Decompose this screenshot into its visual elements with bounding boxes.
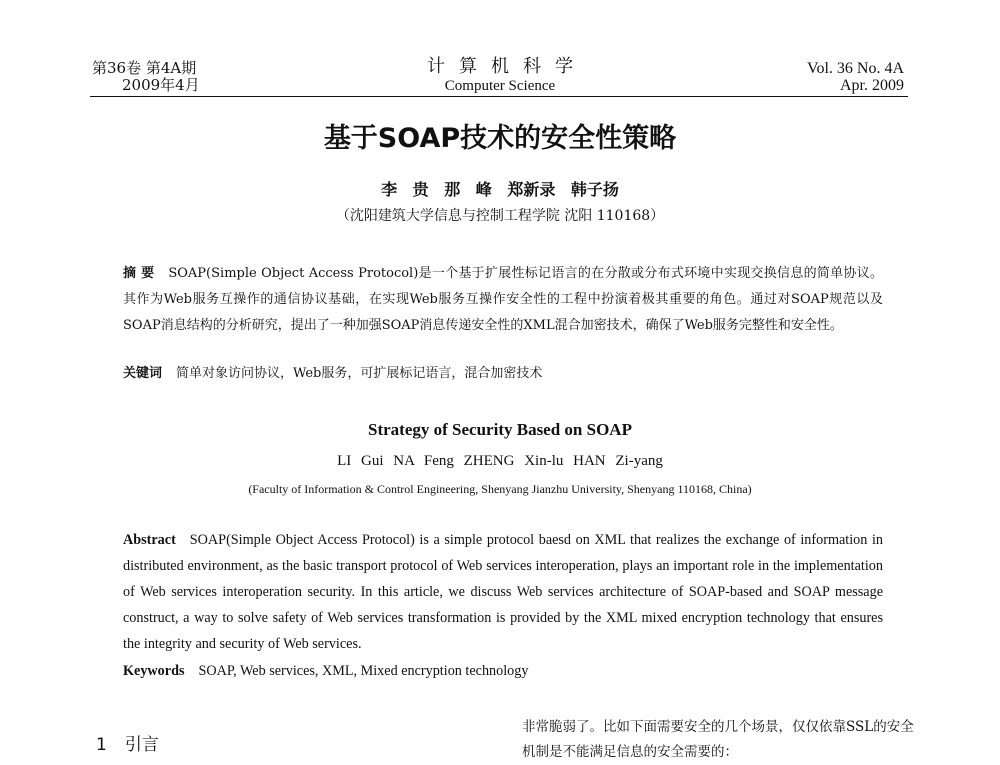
volume-issue: 第36卷 第4A期 — [92, 59, 197, 77]
abstract-cn-label: 摘 要 — [123, 266, 155, 281]
volume-en: Vol. 36 No. 4A — [806, 60, 904, 77]
affiliation-cn: （沈阳建筑大学信息与控制工程学院 沈阳 110168） — [335, 208, 665, 224]
authors-en: LI Gui NA Feng ZHENG Xin-lu HAN Zi-yang — [337, 453, 663, 469]
header-rule — [90, 96, 908, 97]
paper-title-en: Strategy of Security Based on SOAP — [368, 420, 632, 439]
date-cn: 2009年4月 — [122, 76, 200, 94]
right-column-text: 非常脆弱了。比如下面需要安全的几个场景，仅仅依靠SSL的安全机制是不能满足信息的安全需要的： — [522, 719, 914, 760]
keywords-en-label: Keywords — [123, 663, 185, 679]
section-heading — [96, 730, 159, 755]
abstract-en-text: SOAP(Simple Object Access Protocol) is a simple protocol baesd on XML that realizes the exchange of information in distributed environment, as the basic transport protocol of Web services interoperation, plays an important role in the implementation of Web services interoperation security. In this article, we discuss Web services architecture of SOAP-based and SOAP message construct, a way to solve safety of Web services transformation is provided by the XML mixed encryption technology that ensures the integrity and security of Web services. — [123, 532, 883, 652]
paper-title-cn: 基于SOAP技术的安全性策略 — [323, 123, 677, 154]
authors-cn: 李 贵 那 峰 郑新录 韩子扬 — [381, 180, 619, 199]
abstract-cn-text: SOAP(Simple Object Access Protocol)是一个基于扩展性标记语言的在分散或分布式环境中实现交换信息的简单协议。其作为Web服务互操作的通信协议基础，在实现Web服务互操作安全性的工程中扮演着极其重要的角色。通过对SOAP规范以及SOAP消息结构的分析研究，提出了一种加强SOAP消息传递安全性的XML混合加密技术，确保了Web服务完整性和安全性。 — [123, 266, 883, 333]
keywords-en-text: SOAP, Web services, XML, Mixed encryption technology — [198, 663, 529, 679]
section-number: 1 — [96, 735, 107, 755]
abstract-cn — [123, 261, 883, 339]
keywords-en — [123, 663, 528, 680]
section-title: 引言 — [124, 735, 159, 755]
affiliation-en: (Faculty of Information & Control Engineering, Shenyang Jianzhu University, Shenyang 110168, China) — [248, 482, 752, 496]
abstract-en-label: Abstract — [123, 532, 176, 548]
keywords-cn-label: 关键词 — [123, 366, 163, 381]
keywords-cn-text: 简单对象访问协议，Web服务，可扩展标记语言，混合加密技术 — [176, 366, 543, 381]
keywords-cn — [123, 362, 542, 381]
abstract-en — [123, 527, 883, 657]
journal-name-cn: 计算机科学 — [427, 56, 587, 77]
journal-name-en: Computer Science — [444, 78, 556, 94]
date-en: Apr. 2009 — [840, 77, 904, 94]
journal-volume-en — [807, 60, 904, 94]
